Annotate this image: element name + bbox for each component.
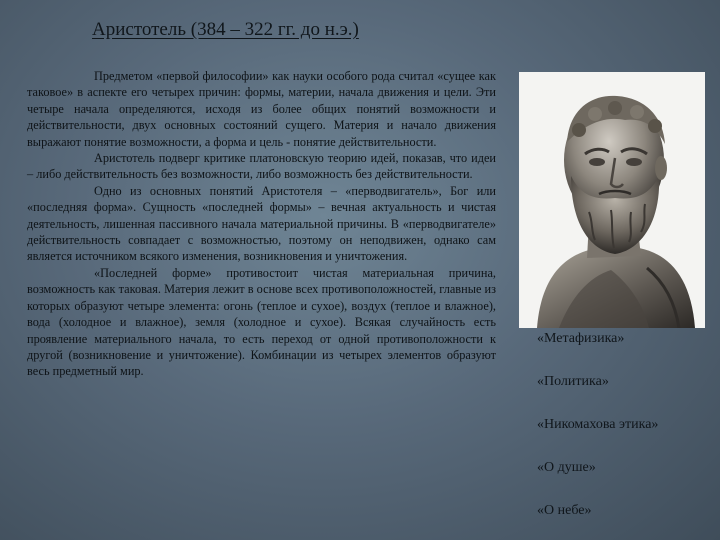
- paragraph-prime-mover: Одно из основных понятий Аристотеля – «перводвигатель», Бог или «последняя форма». Сущность «последней формы» – вечная актуальность и чистая деятельность, лишенная пассивного начала материальной причины. В «перводвигателе» действительность совпадает с возможностью, поэтому он неподвижен, однако сам является источником всякого изменения, возникновения и уничтожения.: [27, 183, 496, 264]
- work-on-the-heavens: «О небе»: [537, 503, 592, 518]
- paragraph-first-philosophy: Предметом «первой философии» как науки особого рода считал «сущее как таковое» в аспекте его четырех причин: формы, материи, начала движения и цели. Эти четыре начала определяются, исходя из более общих понятий возможности и действительности, двух основных состояний сущего. Материя и начало движения выражают понятие возможности, а форма и цель - понятие действительности.: [27, 69, 496, 149]
- aristotle-bust-image: [519, 72, 705, 328]
- paragraph-matter-elements: «Последней форме» противостоит чистая материальная причина, возможность как таковая. Материя лежит в основе всех противоположностей, главные из которых образуют четыре элемента: огонь (теплое и сухое), воздух (теплое и влажное), вода (холодное и влажное), земля (холодное и сухое). Всякая случайность есть проявление материального начала, то есть переход от одной противоположности к другой (возникновение и уничтожение). Комбинации из четырех элементов образуют весь предметный мир.: [27, 265, 496, 379]
- work-metaphysics: «Метафизика»: [537, 331, 625, 346]
- body-text: [27, 68, 496, 380]
- work-on-the-soul: «О душе»: [537, 460, 596, 475]
- paragraph-critique-of-ideas: Аристотель подверг критике платоновскую теорию идей, показав, что идеи – либо действительность без возможности, либо возможность без действительности.: [27, 151, 496, 182]
- slide-title: Аристотель (384 – 322 гг. до н.э.): [92, 19, 359, 40]
- work-nicomachean-ethics: «Никомахова этика»: [537, 417, 659, 432]
- aristotle-bust-icon: [519, 72, 705, 328]
- work-politics: «Политика»: [537, 374, 609, 389]
